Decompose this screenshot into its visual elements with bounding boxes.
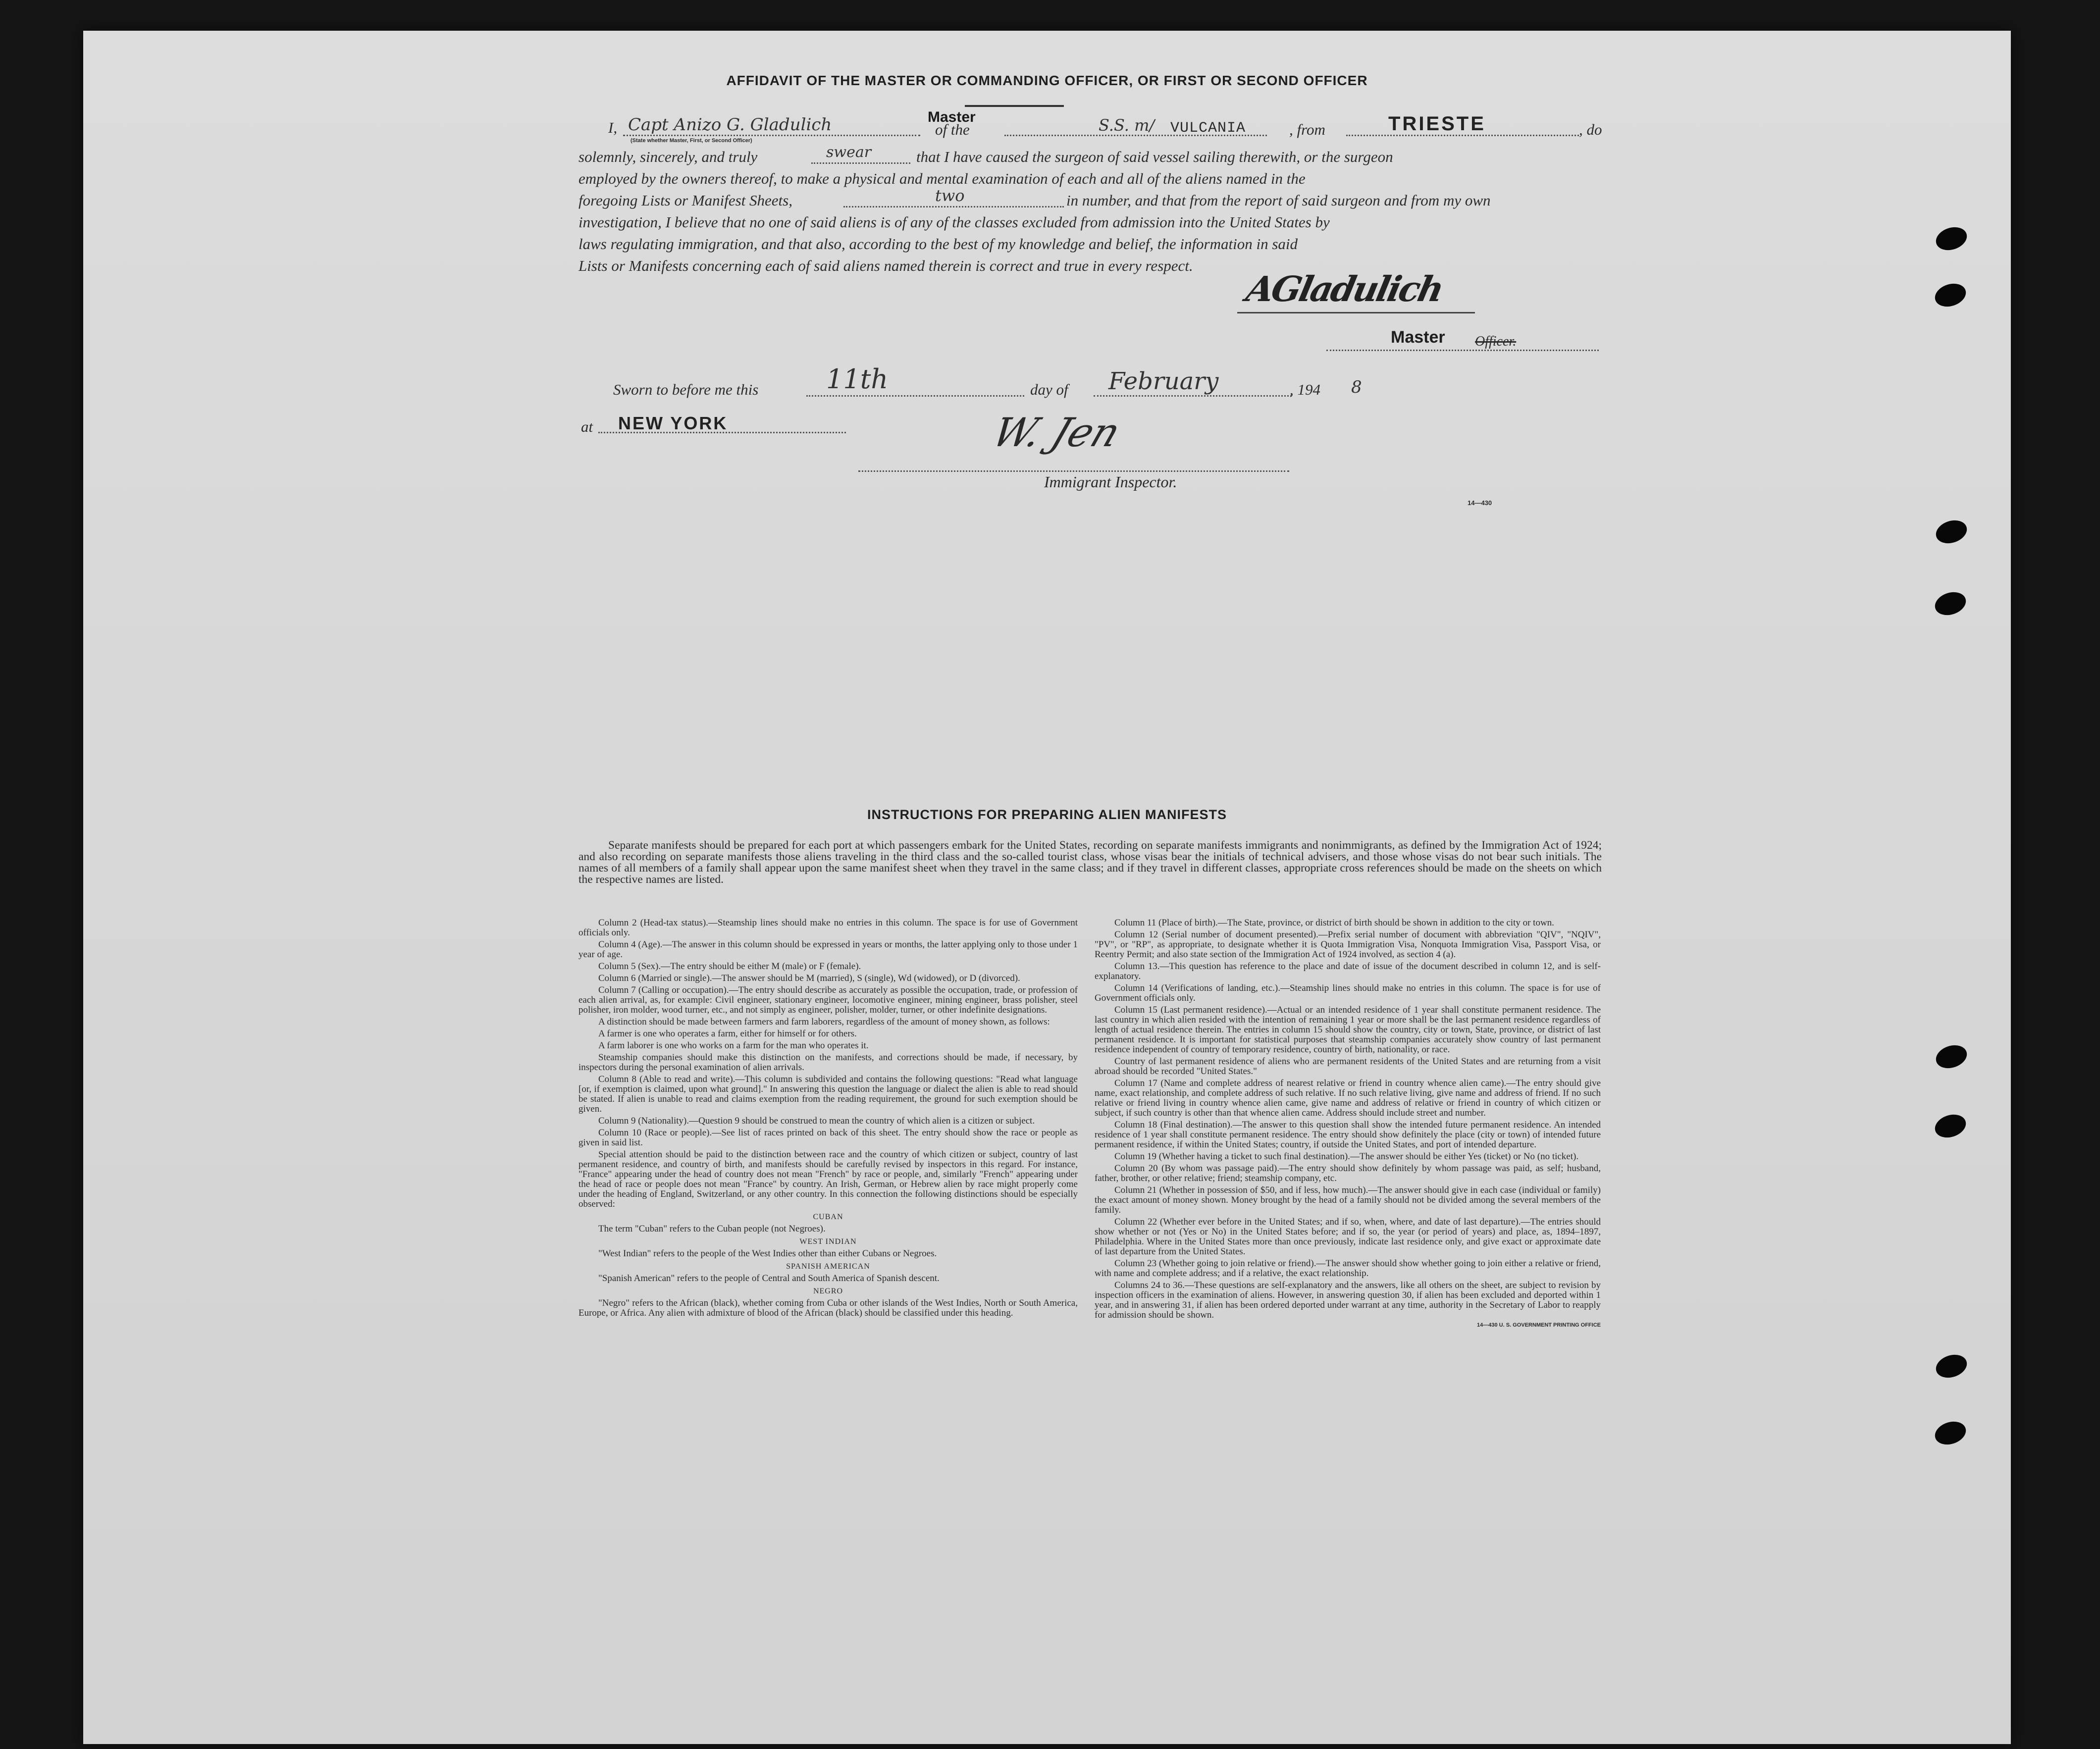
from-label: , from: [1289, 121, 1325, 138]
vessel-name: VULCANIA: [1170, 120, 1246, 137]
binder-hole: [1933, 1041, 1970, 1072]
manifest-sheet: [83, 31, 2011, 1744]
binder-hole: [1933, 1351, 1970, 1382]
inspector-line: [858, 461, 1289, 472]
aff-line5: investigation, I believe that no one of said aliens is of any of the classes excluded from admission into the United States by: [578, 213, 1330, 231]
binder-hole: [1932, 588, 1969, 619]
aff-line4-post: in number, and that from the report of said surgeon and from my own: [1066, 192, 1491, 209]
rank-note: (State whether Master, First, or Second Officer): [630, 138, 752, 144]
instruction-para: Column 22 (Whether ever before in the United States; and if so, when, where, and date of last departure).—The entries should show whether or not (Yes or No) in the United States before; and if so, the year (or period of years) and place, as, 1894–1897, Philadelphia. Where in the United States more than once previously, indicate last residence only, and give exact or approximate date of last departure from the United States.: [1095, 1217, 1601, 1257]
signer-title-struck: Officer.: [1475, 334, 1517, 349]
binder-hole: [1932, 1111, 1969, 1141]
instruction-para: Column 14 (Verifications of landing, etc.).—Steamship lines should make no entries in this column. The space is for use of Government officials only.: [1095, 983, 1601, 1003]
form-number: 14—430: [1468, 499, 1492, 507]
instruction-para: A distinction should be made between farmers and farm laborers, regardless of the amount of money shown, as follows:: [598, 1017, 1050, 1027]
printing-office-imprint: 14—430 U. S. GOVERNMENT PRINTING OFFICE: [1477, 1322, 1601, 1328]
instruction-para: Column 21 (Whether in possession of $50, and if less, how much).—The answer should give in each case (individual or family) the exact amount of money shown. Money brought by the head of a family should not be divided among the several members of the family.: [1095, 1185, 1601, 1215]
instruction-para: Column 9 (Nationality).—Question 9 should be construed to mean the country of which alien is a citizen or subject.: [598, 1116, 1035, 1126]
aff-line3: employed by the owners thereof, to make a physical and mental examination of each and all of the aliens named in the: [578, 170, 1306, 187]
subsection-text: "Spanish American" refers to the people of Central and South America of Spanish descent.: [598, 1273, 940, 1284]
instruction-para: Column 17 (Name and complete address of nearest relative or friend in country whence alien came).—The entry should give name, exact relationship, and complete address of such relative. If no such relative living, give name and address of friend. If no such relative or friend living in country whence alien came, give name and address of relative or friend in country of which citizen or subject, if such country is other than that whence alien came. Address should include street and number.: [1095, 1078, 1601, 1118]
handwritten-vessel-prefix: S.S. m/: [1099, 116, 1155, 135]
title-rule: [965, 105, 1064, 107]
day-of: day of: [1030, 381, 1068, 398]
aff-line1-pre: I,: [608, 119, 618, 136]
instruction-para: Columns 24 to 36.—These questions are self-explanatory and the answers, like all others on the sheet, are subject to revision by inspection officers in the examination of aliens. However, in answering question 30, if alien has been excluded and deported within 1 year, and in answering 31, if alien has been ordered deported under warrant at any time, authority in the Secretary of Labor to reapply for admission should be shown.: [1095, 1280, 1601, 1320]
instruction-para: Column 5 (Sex).—The entry should be either M (male) or F (female).: [598, 961, 861, 972]
rank-stamp: Master: [928, 109, 976, 125]
instruction-para: Column 20 (By whom was passage paid).—The entry should show definitely by whom passage was paid, as self; husband, father, brother, or other relative; friend; steamship company, etc.: [1095, 1163, 1601, 1183]
instruction-para: Column 23 (Whether going to join relative or friend).—The answer should show whether going to join either a relative or friend, with name and complete address; and if a relative, the exact relationship.: [1095, 1258, 1601, 1279]
affidavit-title: AFFIDAVIT OF THE MASTER OR COMMANDING OFFICER, OR FIRST OR SECOND OFFICER: [726, 73, 1368, 88]
subsection-text: The term "Cuban" refers to the Cuban people (not Negroes).: [598, 1224, 826, 1234]
at-label: at: [581, 418, 593, 435]
subsection-text: "West Indian" refers to the people of the West Indies other than either Cubans or Negroes.: [598, 1248, 937, 1259]
subsection-heading: NEGRO: [813, 1287, 843, 1295]
aff-line6: laws regulating immigration, and that also, according to the best of my knowledge and belief, the information in said: [578, 235, 1298, 253]
subsection-heading: CUBAN: [813, 1213, 843, 1221]
handwritten-month: February: [1108, 367, 1219, 395]
instruction-para: A farmer is one who operates a farm, either for himself or for others.: [598, 1029, 857, 1039]
instructions-left-column: [578, 918, 1078, 1320]
master-signature: AGladulich: [1243, 268, 1446, 309]
instruction-para: Column 8 (Able to read and write).—This column is subdivided and contains the following questions: "Read what language [or, if exemption is claimed, upon what ground]." In answering this question the language or dialect the alien is able to read should be stated. If alien is unable to read and claims exemption from the reading requirement, the ground for such exemption should be given.: [578, 1074, 1078, 1114]
binder-hole: [1932, 280, 1969, 310]
handwritten-count: two: [935, 186, 965, 205]
sworn-pre: Sworn to before me this: [613, 381, 759, 398]
handwritten-name: Capt Anizo G. Gladulich: [628, 115, 832, 135]
instruction-para: Steamship companies should make this distinction on the manifests, and corrections should be made, if necessary, by inspectors during the personal examination of alien arrivals.: [578, 1052, 1078, 1073]
binder-hole: [1932, 1418, 1969, 1448]
place-stamp: NEW YORK: [618, 413, 728, 433]
instruction-para: Column 13.—This question has reference to the place and date of issue of the document described in column 12, and is self-explanatory.: [1095, 961, 1601, 981]
instruction-para: Country of last permanent residence of aliens who are permanent residents of the United States and are returning from a visit abroad should be recorded "United States.": [1095, 1056, 1601, 1077]
instructions-title: INSTRUCTIONS FOR PREPARING ALIEN MANIFESTS: [867, 807, 1227, 822]
subsection-text: "Negro" refers to the African (black), whether coming from Cuba or other islands of the West Indies, North or South America, Europe, or Africa. Any alien with admixture of blood of the African (black) should be classified under this heading.: [578, 1298, 1078, 1318]
instructions-right-column: [1095, 918, 1601, 1330]
signer-title-stamp: Master: [1391, 328, 1445, 347]
port-stamp: TRIESTE: [1388, 113, 1486, 135]
instruction-para: Column 19 (Whether having a ticket to such final destination).—The answer should be either Yes (ticket) or No (no ticket).: [1114, 1151, 1579, 1162]
aff-line7: Lists or Manifests concerning each of said aliens named therein is correct and true in every respect.: [578, 257, 1193, 274]
aff-line2-pre: solemnly, sincerely, and truly: [578, 148, 758, 165]
binder-hole: [1933, 223, 1970, 254]
inspector-signature: W. Jen: [986, 410, 1127, 456]
handwritten-day: 11th: [826, 363, 889, 395]
instruction-para: Column 7 (Calling or occupation).—The entry should describe as accurately as possible the occupation, trade, or profession of each alien arrival, as, for example: Civil engineer, stationary engineer, locomotive engineer, mining engineer, brass polisher, steel polisher, iron molder, wood turner, etc., and not simply as engineer, polisher, molder, turner, or other indefinite designations.: [578, 985, 1078, 1015]
instruction-para: Column 2 (Head-tax status).—Steamship lines should make no entries in this column. The space is for use of Government officials only.: [578, 918, 1078, 938]
instruction-para: A farm laborer is one who works on a farm for the man who operates it.: [598, 1040, 869, 1051]
instruction-para: Column 15 (Last permanent residence).—Actual or an intended residence of 1 year shall constitute permanent residence. The last country in which alien resided with the intention of remaining 1 year or more shall be the last permanent residence regardless of length of actual residence therein. The entries in column 15 should show the country, city or town, State, province, or district of last permanent residence. It is important for statistical purposes that steamship companies accurately show country of last permanent residence independent of country of temporary residence, country of birth, nationality, or race.: [1095, 1005, 1601, 1055]
subsection-heading: SPANISH AMERICAN: [786, 1262, 870, 1271]
instruction-para: Column 11 (Place of birth).—The State, province, or district of birth should be shown in addition to the city or town.: [1114, 918, 1554, 928]
instruction-para: Column 10 (Race or people).—See list of races printed on back of this sheet. The entry should show the race or people as given in said list.: [578, 1128, 1078, 1148]
instruction-para: Column 18 (Final destination).—The answer to this question shall show the intended future permanent residence. An intended residence of 1 year shall constitute permanent residence. The entry should show definitely the place (city or town) of intended future permanent residence, if within the United States; country, if outside the United States, and port of intended departure.: [1095, 1120, 1601, 1150]
handwritten-oath: swear: [826, 144, 872, 161]
subsection-heading: WEST INDIAN: [799, 1237, 857, 1246]
line1-end: , do: [1579, 121, 1602, 138]
binder-hole: [1933, 516, 1970, 547]
instruction-para: Column 6 (Married or single).—The answer should be M (married), S (single), Wd (widowed), or D (divorced).: [598, 973, 1020, 983]
aff-line4-pre: foregoing Lists or Manifest Sheets,: [578, 192, 792, 209]
instruction-para: Column 12 (Serial number of document presented).—Prefix serial number of document with abbreviation "QIV", "NQIV", "PV", or "RP", as appropriate, to designate whether it is Quota Immigration Visa, Nonquota Immigration Visa, Passport Visa, or Reentry Permit; and also state section of the Immigration Act of 1924 involved, as section 4 (a).: [1095, 929, 1601, 960]
of-the: of the: [935, 121, 970, 138]
instruction-para: Column 4 (Age).—The answer in this column should be expressed in years or months, the latter applying only to those under 1 year of age.: [578, 939, 1078, 960]
aff-line2-post: that I have caused the surgeon of said vessel sailing therewith, or the surgeon: [916, 148, 1393, 165]
instruction-para: Special attention should be paid to the distinction between race and the country of which citizen or subject, country of last permanent residence, and country of birth, and manifests should be carefully revised by inspectors in this regard. For instance, "France" appearing under the head of country does not mean "French" by race or people, and, similarly "French" appearing under the head of race or people does not mean "France" by country. An Irish, German, or Hebrew alien by race might properly come under the heading of England, Switzerland, or any other country. In this connection the following distinctions should be especially observed:: [578, 1149, 1078, 1209]
signer-blank: [1326, 340, 1599, 351]
year-prefix: , 194: [1290, 381, 1320, 398]
instructions-intro: Separate manifests should be prepared for each port at which passengers embark for the United States, recording on separate manifests immigrants and nonimmigrants, as defined by the Immigration Act of 1924; and also recording on separate manifests those aliens traveling in the third class and the so-called tourist class, whose visas bear the initials of technical advisers, and those whose visas do not bear such initials. The names of all members of a family shall appear upon the same manifest sheet when they travel in the same class; and if they travel in different classes, appropriate cross references should be made on the sheets on which the respective names are listed.: [578, 839, 1602, 886]
inspector-label: Immigrant Inspector.: [1044, 473, 1177, 491]
handwritten-year: 8: [1351, 377, 1362, 397]
